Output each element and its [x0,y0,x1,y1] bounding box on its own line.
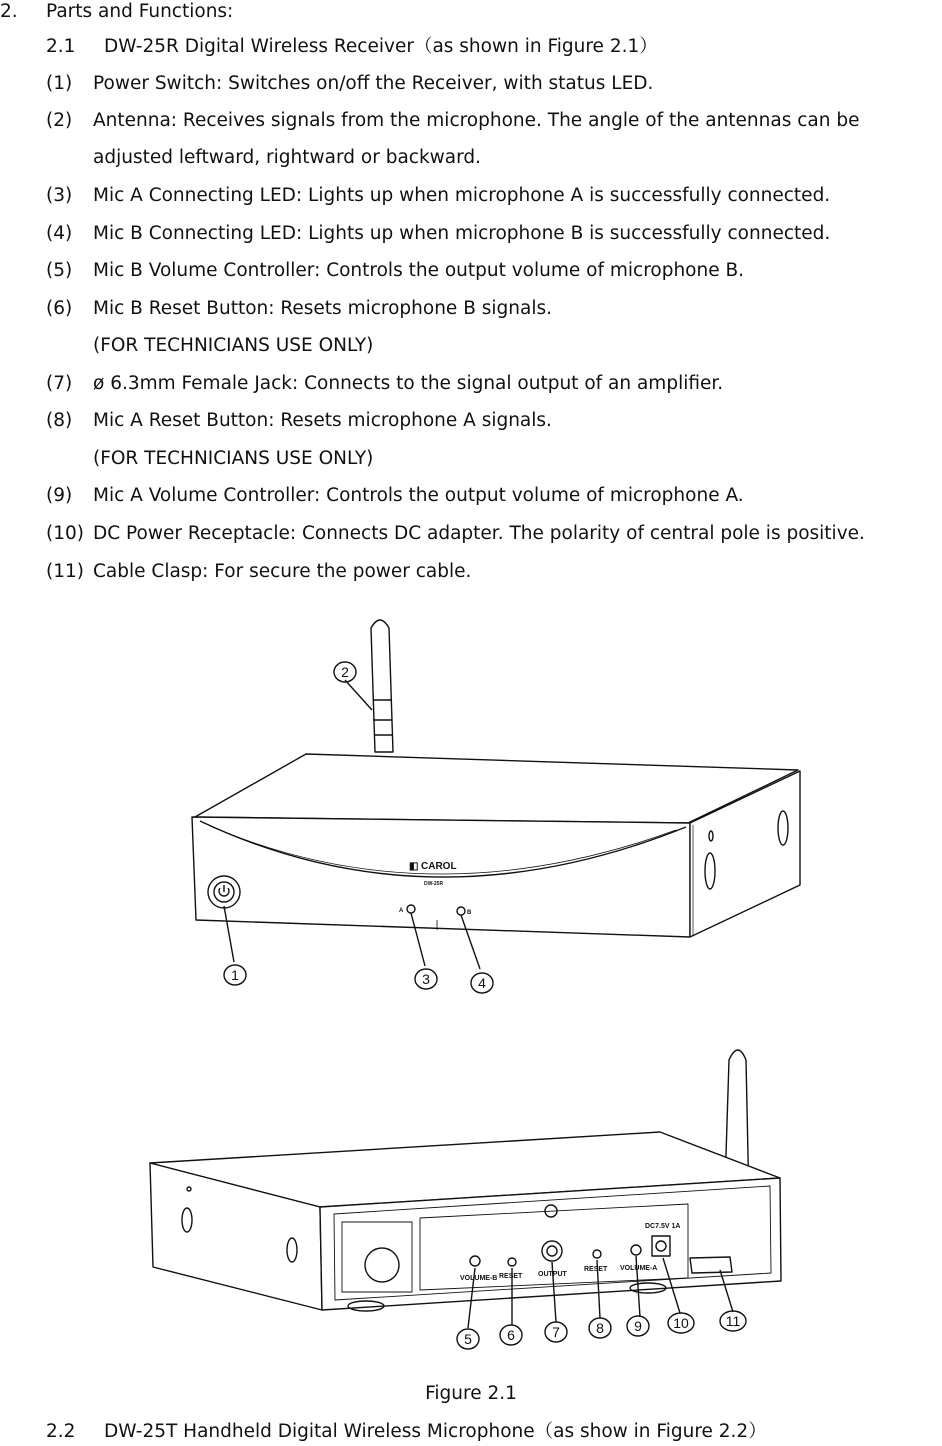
figure-caption: Figure 2.1 [425,1383,517,1404]
rear-reset-b-label: RESET [499,1273,523,1280]
item-label: (10) [46,523,84,544]
item-text: Mic B Reset Button: Resets microphone B signals. [93,298,553,319]
model-name: DW-25R [424,881,444,887]
item-label: (1) [46,73,73,94]
item-text: Mic A Volume Controller: Controls the output volume of microphone A. [93,485,744,506]
figure-receiver-drawing [0,600,942,1380]
callout-label: 10 [673,1315,689,1331]
rear-volume-b-label: VOLUME-B [460,1275,498,1282]
subsection-title: DW-25R Digital Wireless Receiver（as shown in Figure 2.1） [104,36,658,57]
item-text: Mic A Connecting LED: Lights up when microphone A is successfully connected. [93,185,831,206]
item-label: (5) [46,260,73,281]
section-title: Parts and Functions: [46,1,234,22]
callout-label: 5 [464,1331,472,1347]
rear-output-label: OUTPUT [538,1271,567,1278]
item-text: ø 6.3mm Female Jack: Connects to the signal output of an amplifier. [93,373,724,394]
callout-label: 3 [422,971,430,987]
item-label: (2) [46,110,73,131]
item-label: (6) [46,298,73,319]
item-label: (4) [46,223,73,244]
callout-1-label: 2 [341,664,349,680]
brand-logo-icon: ◧ [409,861,419,872]
led-b-label: B [467,910,472,916]
item-text: Mic A Reset Button: Resets microphone A signals. [93,410,552,431]
item-text: Cable Clasp: For secure the power cable. [93,561,472,582]
subsection-number: 2.1 [46,36,76,57]
item-text: Mic B Connecting LED: Lights up when microphone B is successfully connected. [93,223,831,244]
callout-label: 1 [231,967,239,983]
front-view [192,620,800,993]
rear-view [150,1050,781,1349]
rear-reset-a-label: RESET [584,1266,608,1273]
callout-label: 8 [596,1320,604,1336]
rear-dc-label: DC7.5V 1A [645,1223,681,1230]
item-label: (7) [46,373,73,394]
item-label: (8) [46,410,73,431]
antenna-front [371,620,393,752]
item-text: Antenna: Receives signals from the microphone. The angle of the antennas can be [93,110,860,131]
callout-label: 11 [725,1313,741,1329]
led-a-label: A [399,908,404,914]
callout-label: 9 [634,1318,642,1334]
callout-label: 7 [552,1324,560,1340]
item-text: Mic B Volume Controller: Controls the output volume of microphone B. [93,260,745,281]
item-text: (FOR TECHNICIANS USE ONLY) [93,448,374,469]
item-text: (FOR TECHNICIANS USE ONLY) [93,335,374,356]
item-text: adjusted leftward, rightward or backward. [93,147,482,168]
rear-volume-a-label: VOLUME-A [620,1265,658,1272]
item-label: (9) [46,485,73,506]
subsection-title: DW-25T Handheld Digital Wireless Microphone（as show in Figure 2.2） [104,1421,767,1442]
item-text: DC Power Receptacle: Connects DC adapter. The polarity of central pole is positive. [93,523,865,544]
section-number: 2. [0,1,18,22]
item-label: (11) [46,561,84,582]
subsection-number: 2.2 [46,1421,76,1442]
item-text: Power Switch: Switches on/off the Receiver, with status LED. [93,73,654,94]
callout-label: 6 [507,1327,515,1343]
callout-label: 4 [478,975,486,991]
item-label: (3) [46,185,73,206]
brand-name: CAROL [421,861,457,872]
